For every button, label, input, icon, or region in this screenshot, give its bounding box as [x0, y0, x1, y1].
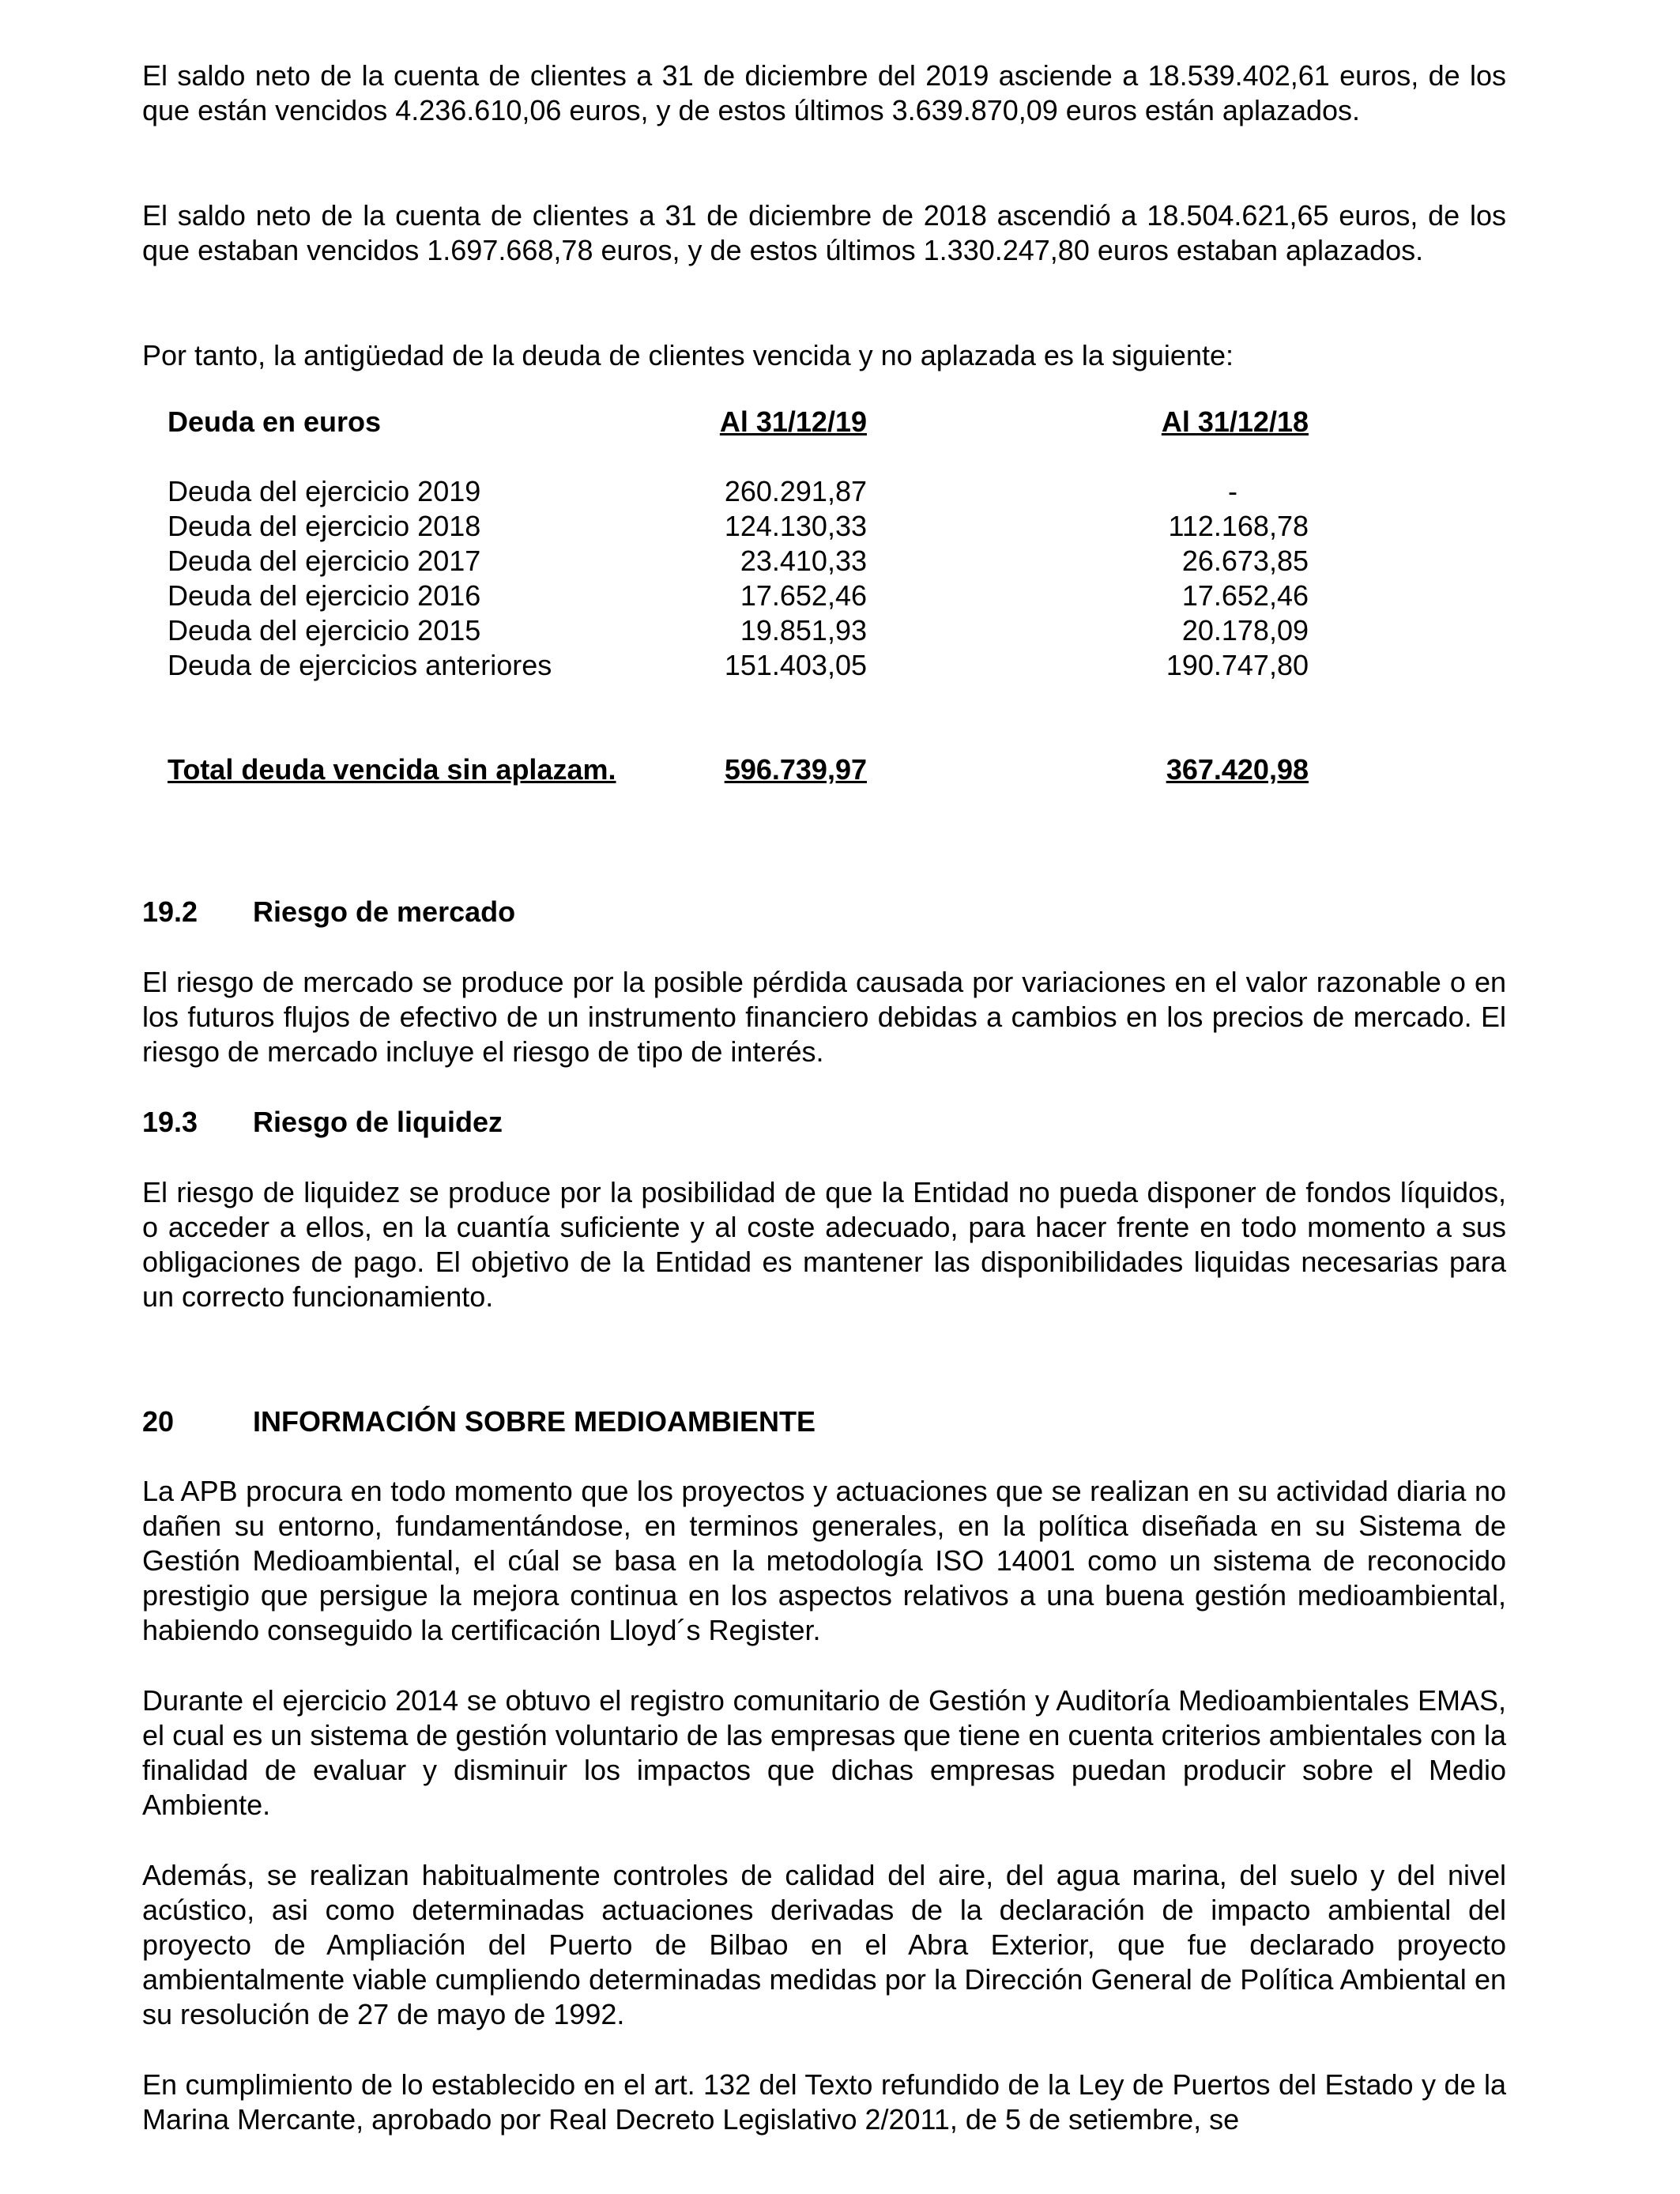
total-value-2019: 596.739,97 — [724, 753, 867, 786]
row-value-2019: 151.403,05 — [724, 649, 867, 681]
section-heading-19-3 — [142, 1105, 503, 1140]
table-header-label: Deuda en euros — [168, 405, 382, 438]
paragraph-riesgo-liquidez: El riesgo de liquidez se produce por la posibilidad de que la Entidad no pueda disponer de fondos líquidos, o acceder a ellos, en la cuantía suficiente y al coste adecuado, para hacer frente en todo momento a sus obligaciones de pago. El objetivo de la Entidad es mantener las disponibilidades liquidas necesarias para un correcto funcionamiento. — [142, 1176, 1506, 1313]
table-header-col-2018: Al 31/12/18 — [1161, 405, 1309, 438]
paragraph-saldo-2019: El saldo neto de la cuenta de clientes a 31 de diciembre del 2019 asciende a 18.539.402,61 euros, de los que están vencidos 4.236.610,06 euros, y de estos últimos 3.639.870,09 euros están aplazados. — [142, 59, 1506, 126]
table-header-row — [168, 405, 1313, 439]
table-row — [168, 544, 1313, 579]
section-heading-20 — [142, 1404, 816, 1439]
row-label: Deuda del ejercicio 2015 — [168, 614, 481, 647]
table-total-row — [168, 752, 1313, 787]
section-number: 20 — [142, 1405, 175, 1438]
row-label: Deuda del ejercicio 2018 — [168, 510, 481, 542]
paragraph-riesgo-mercado: El riesgo de mercado se produce por la posible pérdida causada por variaciones en el valor razonable o en los futuros flujos de efectivo de un instrumento financiero debidas a cambios en los precios de mercado. El riesgo de mercado incluye el riesgo de tipo de interés. — [142, 966, 1506, 1068]
table-header-col-2019: Al 31/12/19 — [719, 405, 867, 438]
paragraph-apb-entorno: La APB procura en todo momento que los proyectos y actuaciones que se realizan en su actividad diaria no dañen su entorno, fundamentándose, en terminos generales, en la política diseñada en su Sistema de Gestión Medioambiental, el cúal se basa en la metodología ISO 14001 como un sistema de reconocido prestigio que persigue la mejora continua en los aspectos relativos a una buena gestión medioambiental, habiendo conseguido la certificación Lloyd´s Register. — [142, 1475, 1506, 1646]
table-row — [168, 474, 1313, 509]
row-value-2019: 19.851,93 — [740, 614, 867, 647]
row-value-2018: - — [1228, 475, 1237, 507]
section-title: Riesgo de liquidez — [253, 1106, 503, 1138]
table-row — [168, 648, 1313, 683]
row-label: Deuda del ejercicio 2016 — [168, 579, 481, 612]
section-title: Riesgo de mercado — [253, 895, 516, 928]
section-number: 19.3 — [142, 1106, 198, 1138]
section-number: 19.2 — [142, 895, 198, 928]
paragraph-emas: Durante el ejercicio 2014 se obtuvo el registro comunitario de Gestión y Auditoría Medioambientales EMAS, el cual es un sistema de gestión voluntario de las empresas que tiene en cuenta criterios ambientales con la finalidad de evaluar y disminuir los impactos que dichas empresas puedan producir sobre el Medio Ambiente. — [142, 1684, 1506, 1821]
row-label: Deuda del ejercicio 2019 — [168, 475, 481, 507]
total-value-2018: 367.420,98 — [1166, 753, 1309, 786]
table-row — [168, 579, 1313, 613]
table-row — [168, 613, 1313, 648]
section-heading-19-2 — [142, 895, 515, 929]
row-value-2019: 23.410,33 — [740, 545, 867, 577]
paragraph-antiguedad-intro: Por tanto, la antigüedad de la deuda de clientes vencida y no aplazada es la siguiente: — [142, 339, 1234, 371]
paragraph-ley-puertos: En cumplimiento de lo establecido en el art. 132 del Texto refundido de la Ley de Puertos del Estado y de la Marina Mercante, aprobado por Real Decreto Legislativo 2/2011, de 5 de setiembre, se — [142, 2068, 1506, 2136]
row-value-2018: 190.747,80 — [1166, 649, 1309, 681]
table-row — [168, 509, 1313, 544]
row-value-2019: 260.291,87 — [724, 475, 867, 507]
row-value-2018: 112.168,78 — [1168, 510, 1309, 542]
total-label: Total deuda vencida sin aplazam. — [168, 753, 616, 786]
row-value-2019: 17.652,46 — [740, 579, 867, 612]
row-value-2018: 20.178,09 — [1181, 614, 1309, 647]
row-value-2018: 26.673,85 — [1181, 545, 1309, 577]
row-label: Deuda de ejercicios anteriores — [168, 649, 552, 681]
paragraph-saldo-2018: El saldo neto de la cuenta de clientes a 31 de diciembre de 2018 ascendió a 18.504.621,65 euros, de los que estaban vencidos 1.697.668,78 euros, y de estos últimos 1.330.247,80 euros estaban aplazados. — [142, 199, 1506, 266]
row-value-2019: 124.130,33 — [724, 510, 867, 542]
row-label: Deuda del ejercicio 2017 — [168, 545, 481, 577]
paragraph-controles-calidad: Además, se realizan habitualmente controles de calidad del aire, del agua marina, del suelo y del nivel acústico, asi como determinadas actuaciones derivadas de la declaración de impacto ambiental del proyecto de Ampliación del Puerto de Bilbao en el Abra Exterior, que fue declarado proyecto ambientalmente viable cumpliendo determinadas medidas por la Dirección General de Política Ambiental en su resolución de 27 de mayo de 1992. — [142, 1859, 1506, 2030]
row-value-2018: 17.652,46 — [1181, 579, 1309, 612]
debt-aging-table — [168, 405, 1313, 787]
section-title: INFORMACIÓN SOBRE MEDIOAMBIENTE — [253, 1405, 816, 1438]
